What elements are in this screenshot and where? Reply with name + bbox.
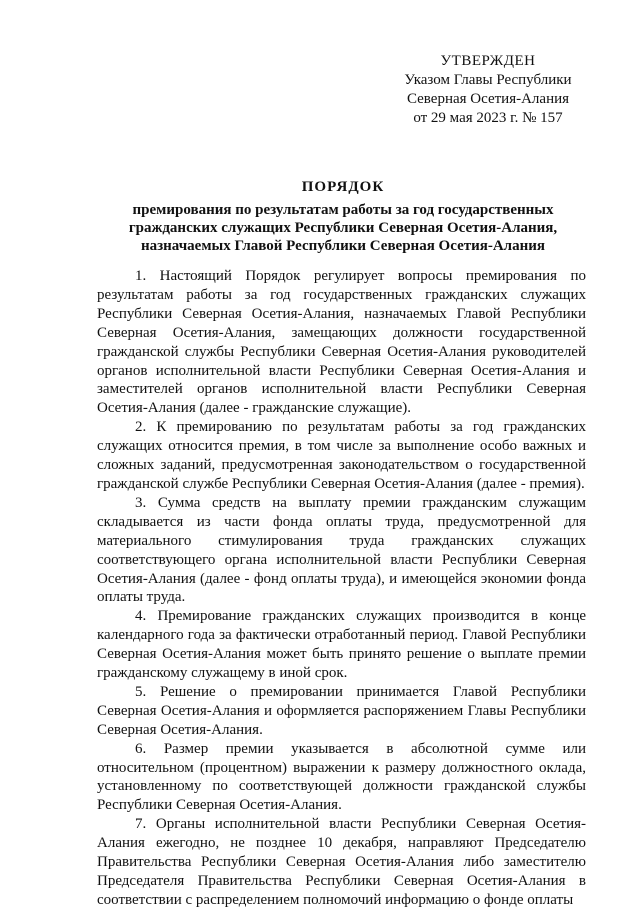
document-subtitle-line-2: гражданских служащих Республики Северная Осетия-Алания, xyxy=(128,220,558,236)
paragraph-4: 4. Премирование гражданских служащих производится в конце календарного года за фактически отработанный период. Главой Республики Северная Осетия-Алания может быть принято решение о выплате премии гражданскому служащему в иной срок. xyxy=(97,608,586,682)
document-subtitle-line-1: премирования по результатам работы за год государственных xyxy=(132,202,554,218)
approval-decree-line: Указом Главы Республики xyxy=(404,72,572,88)
paragraph-6: 6. Размер премии указывается в абсолютной сумме или относительном (процентном) выражении к размеру должностного оклада, установленному по соответствующей должности гражданской службы Республики Северная Осетия-Алания. xyxy=(97,740,586,814)
paragraph-5: 5. Решение о премировании принимается Главой Республики Северная Осетия-Алания и оформляется распоряжением Главы Республики Северная Осетия-Алания. xyxy=(97,683,586,738)
document-subtitle-line-3: назначаемых Главой Республики Северная Осетия-Алания xyxy=(140,238,545,254)
paragraph-2: 2. К премированию по результатам работы за год гражданских служащих относится премия, в том числе за выполнение особо важных и сложных заданий, предусмотренная законодательством о государственной гражданской службе Республики Северная Осетия-Алания (далее - премия). xyxy=(97,419,586,492)
document-name: ПОРЯДОК xyxy=(301,179,385,195)
approval-heading: УТВЕРЖДЕН xyxy=(440,53,536,69)
approval-stamp xyxy=(388,52,588,128)
document-title xyxy=(96,178,590,255)
approval-region-line: Северная Осетия-Алания xyxy=(406,91,570,107)
paragraph-7: 7. Органы исполнительной власти Республики Северная Осетия-Алания ежегодно, не позднее 10 декабря, направляют Председателю Правительства Республики Северная Осетия-Алания либо заместителю Председателя Правительства Республики Северная Осетия-Алания в соответствии с распределением полномочий информацию о фонде оплаты xyxy=(97,816,586,908)
paragraph-3: 3. Сумма средств на выплату премии гражданским служащим складывается из части фонда оплаты труда, предусмотренной для материального стимулирования труда гражданских служащих соответствующего органа исполнительной власти Республики Северная Осетия-Алания (далее - фонд оплаты труда), и имеющейся экономии фонда оплаты труда. xyxy=(97,494,586,606)
approval-date-number-line: от 29 мая 2023 г. № 157 xyxy=(413,110,563,126)
document-body xyxy=(97,267,586,910)
paragraph-1: 1. Настоящий Порядок регулирует вопросы премирования по результатам работы за год государственных гражданских служащих Республики Северная Осетия-Алания, назначаемых Главой Республики Северная Осетия-Алания, замещающих должности государственной гражданской службы Республики Северная Осетия-Алания руководителей органов исполнительной власти Республики Северная Осетия-Алания и заместителей органов исполнительной власти Республики Северная Осетия-Алания (далее - гражданские служащие). xyxy=(97,268,586,417)
